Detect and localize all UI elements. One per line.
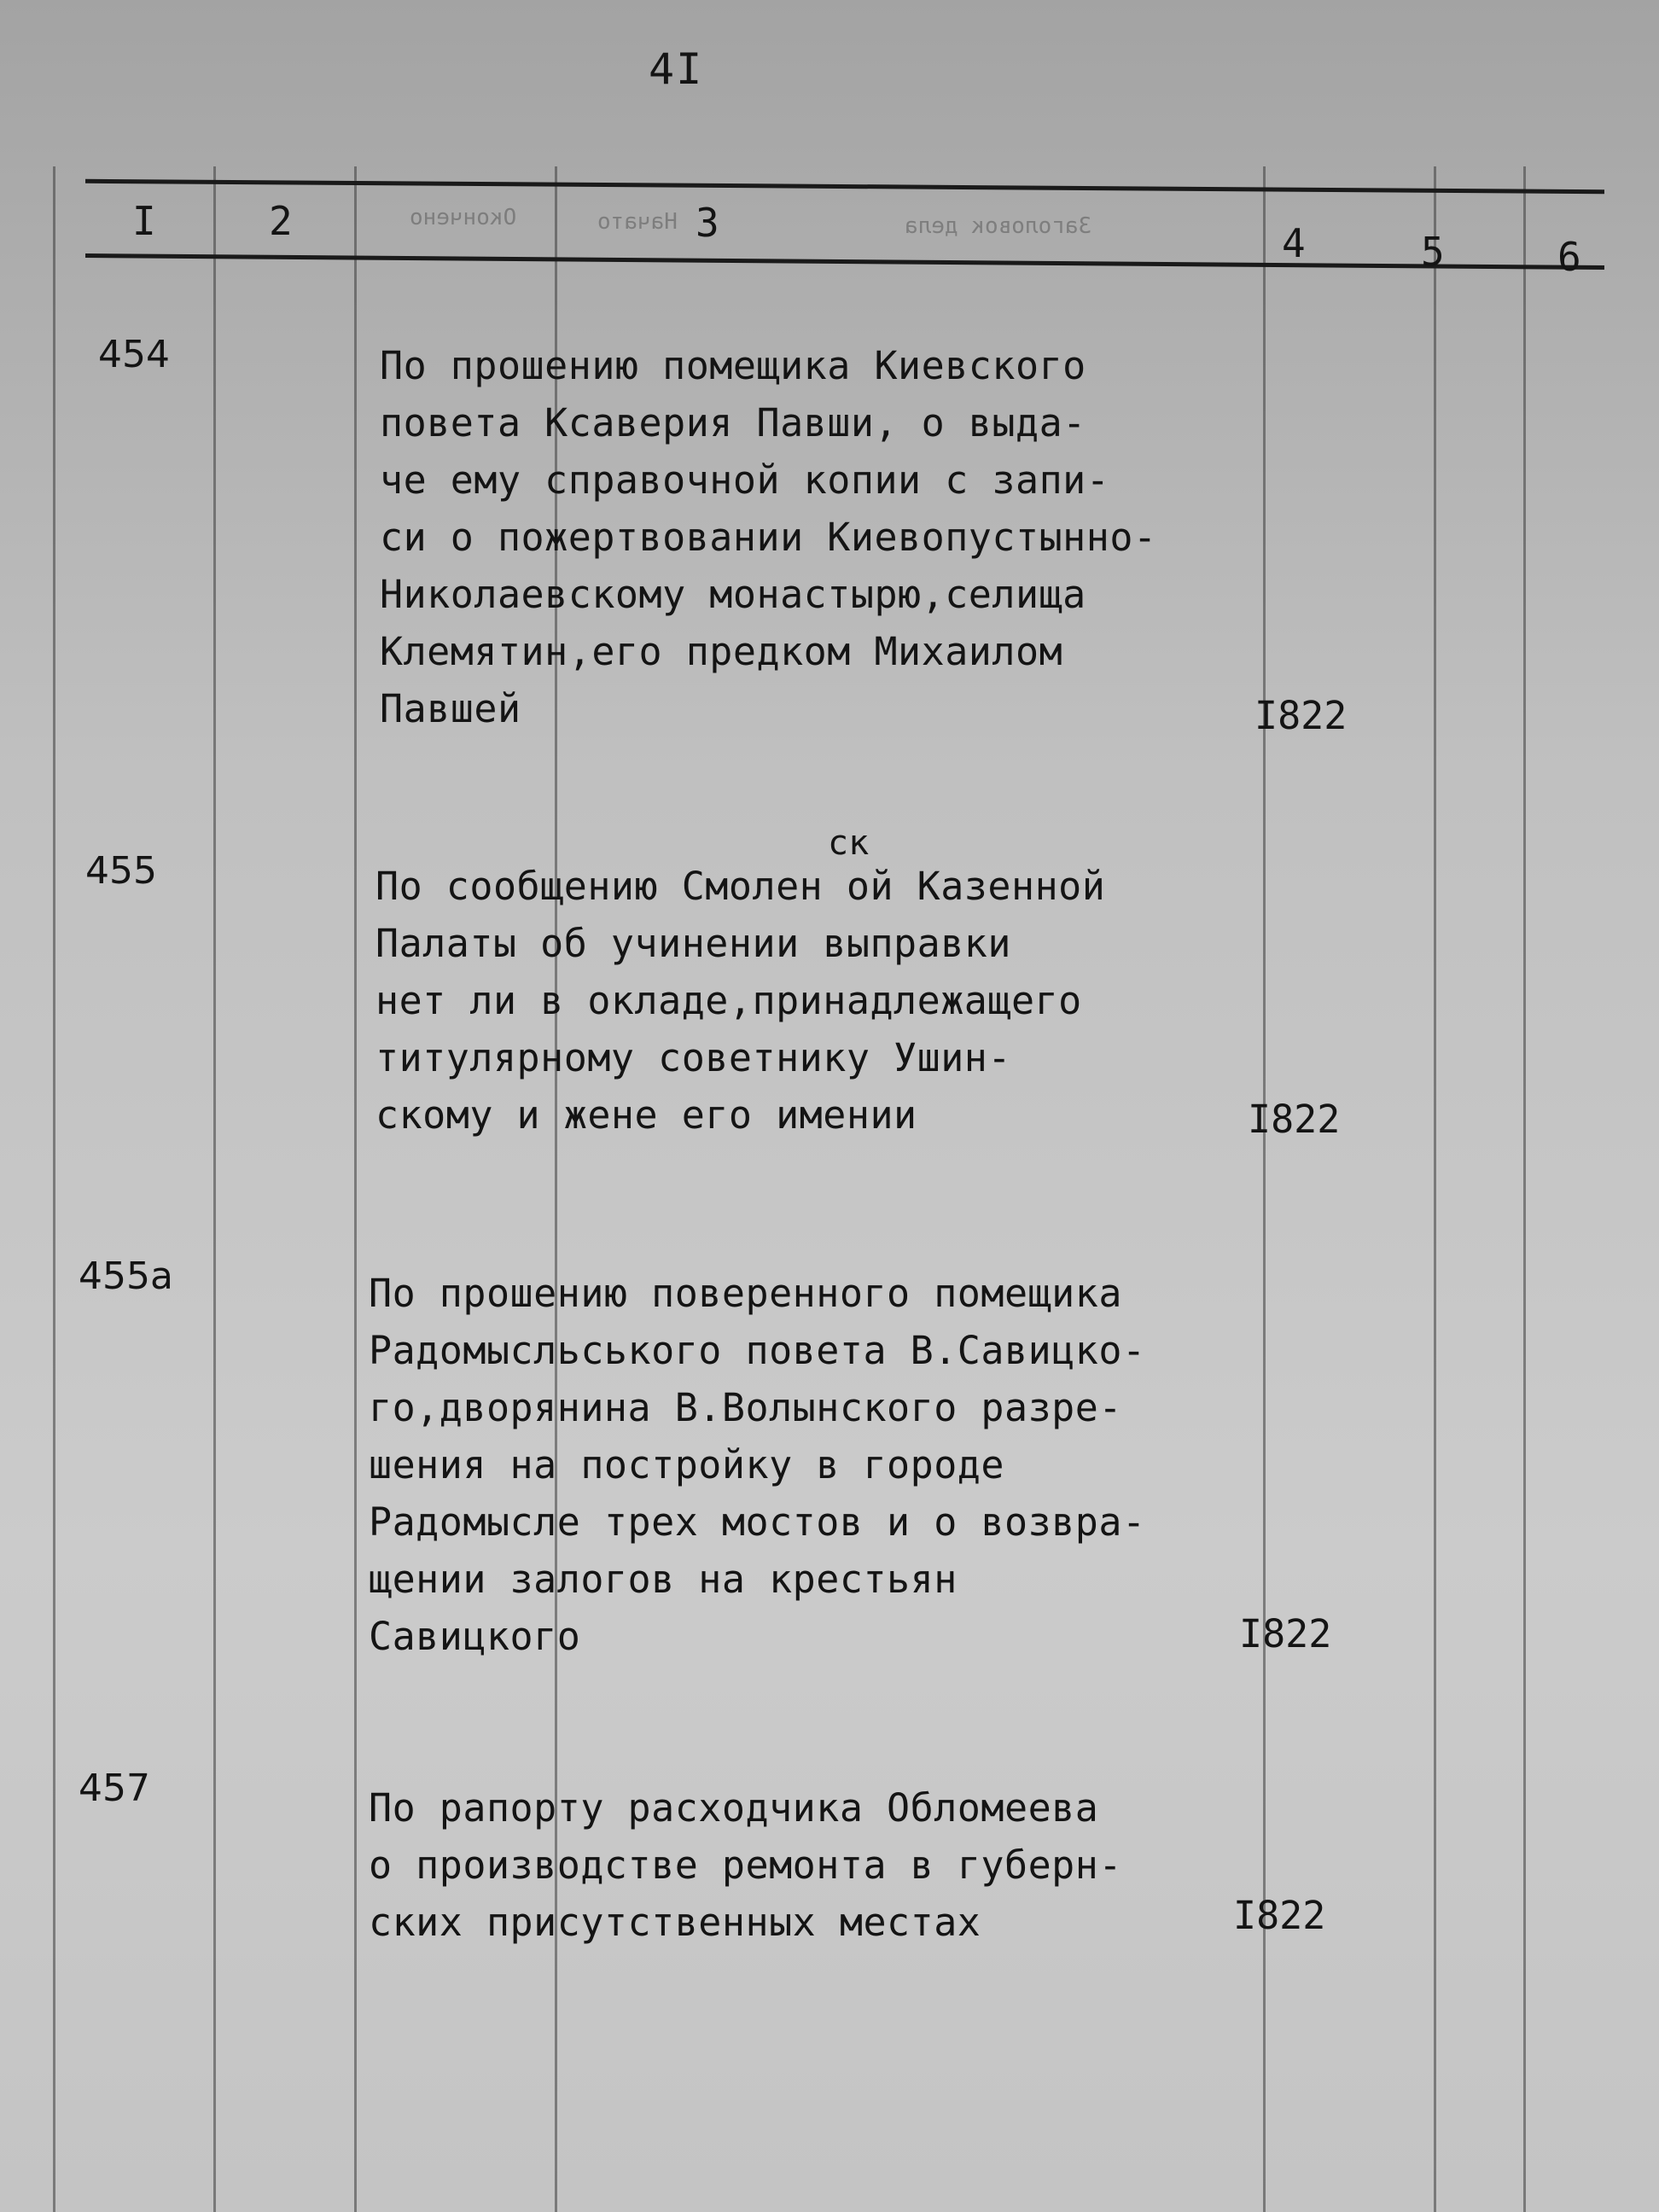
column-divider [213,166,216,2212]
handwritten-insert: ск [828,824,870,863]
entry-number: 454 [98,333,170,376]
column-divider [53,166,55,2212]
column-number-1: I [132,198,156,244]
column-divider [354,166,357,2212]
entry-number: 457 [79,1767,150,1810]
entry-title: По рапорту расходчика Обломеева о производстве ремонта в губерн- ских присутственных местах [369,1785,1122,1945]
entry-title: По сообщению Смолен ой Казенной Палаты об учинении выправки нет ли в окладе,принадлежащего титулярному советнику Ушин- скому и жене его имении [375,864,1106,1138]
entry-year: I822 [1248,1097,1341,1142]
header-top-rule [85,179,1604,194]
entry-title: По прошению помещика Киевского повета Ксаверия Павши, о выда- че ему справочной копии с запи- си о пожертвовании Киевопустынно- Николаевскому монастырю,селища Клемятин,его предком Михаилом Павшей [380,343,1157,731]
entry-year: I822 [1239,1611,1332,1656]
entry-number: 455 [85,849,157,893]
bleed-through-label: Окончено [410,205,517,230]
column-number-5: 5 [1421,229,1445,275]
entry-title: По прошению поверенного помещика Радомысльського повета В.Савицко- го,дворянина В.Волынского разре- шения на постройку в городе Радомысле трех мостов и о возвра- щении залогов на крестьян Савицкого [369,1271,1146,1659]
column-number-2: 2 [269,198,293,244]
entry-year: I822 [1254,693,1348,738]
column-number-4: 4 [1282,220,1306,266]
column-divider [1523,166,1526,2212]
column-divider [1434,166,1436,2212]
page-number: 4I [649,44,704,94]
column-number-6: 6 [1557,234,1581,280]
bleed-through-label: Начато [597,209,678,235]
entry-year: I822 [1233,1893,1326,1938]
bleed-through-label: Заголовок дела [905,213,1092,239]
header-bottom-rule [85,253,1604,270]
column-number-3: 3 [696,200,719,246]
entry-number: 455а [79,1254,173,1298]
